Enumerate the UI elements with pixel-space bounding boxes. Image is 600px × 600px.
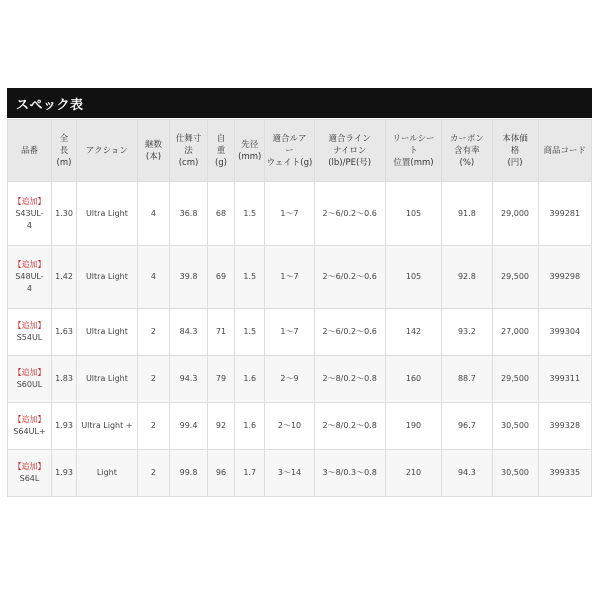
- cell-action: Light: [77, 450, 138, 497]
- cell-lure-weight: 3〜14: [265, 450, 314, 497]
- cell-closed-length: 94.3: [170, 356, 208, 403]
- cell-tip: 1.5: [235, 309, 265, 356]
- cell-reel-seat: 210: [385, 450, 442, 497]
- cell-tip: 1.5: [235, 246, 265, 309]
- cell-carbon: 91.8: [442, 182, 492, 246]
- model-number: S64L: [19, 474, 40, 483]
- col-header-model: 品番: [8, 120, 52, 182]
- cell-model: [8, 450, 52, 497]
- col-header-length: 全 長 (m): [51, 120, 76, 182]
- cell-action: Ultra Light +: [77, 403, 138, 450]
- model-number: S43UL- 4: [15, 208, 44, 230]
- cell-model: [8, 309, 52, 356]
- spec-table-section: [7, 88, 592, 497]
- cell-length: 1.42: [51, 246, 76, 309]
- cell-pieces: 2: [137, 450, 169, 497]
- col-header-tip: 先径 (mm): [235, 120, 265, 182]
- cell-price: 29,000: [492, 182, 538, 246]
- col-header-line: 適合ライン ナイロン (lb)/PE(号): [314, 120, 385, 182]
- cell-product-code: 399328: [538, 403, 591, 450]
- header-row: [8, 120, 592, 182]
- cell-weight: 68: [207, 182, 234, 246]
- cell-action: Ultra Light: [77, 356, 138, 403]
- cell-product-code: 399311: [538, 356, 591, 403]
- cell-carbon: 94.3: [442, 450, 492, 497]
- col-header-carbon: カーボン 含有率 (%): [442, 120, 492, 182]
- col-header-price: 本体価 格 (円): [492, 120, 538, 182]
- cell-closed-length: 99.4: [170, 403, 208, 450]
- col-header-closed-length: 仕舞寸 法 (cm): [170, 120, 208, 182]
- cell-product-code: 399298: [538, 246, 591, 309]
- cell-length: 1.93: [51, 450, 76, 497]
- col-header-weight: 自 重 (g): [207, 120, 234, 182]
- table-row: [8, 450, 592, 497]
- cell-line: 3〜8/0.3〜0.8: [314, 450, 385, 497]
- table-row: [8, 182, 592, 246]
- cell-line: 2〜6/0.2〜0.6: [314, 309, 385, 356]
- cell-pieces: 4: [137, 182, 169, 246]
- cell-carbon: 93.2: [442, 309, 492, 356]
- table-row: [8, 356, 592, 403]
- added-tag: 【追加】: [13, 196, 46, 206]
- cell-tip: 1.5: [235, 182, 265, 246]
- cell-carbon: 92.8: [442, 246, 492, 309]
- cell-action: Ultra Light: [77, 309, 138, 356]
- model-number: S54UL: [16, 333, 43, 342]
- cell-price: 29,500: [492, 246, 538, 309]
- cell-price: 30,500: [492, 450, 538, 497]
- cell-pieces: 2: [137, 356, 169, 403]
- cell-length: 1.93: [51, 403, 76, 450]
- cell-reel-seat: 160: [385, 356, 442, 403]
- cell-weight: 92: [207, 403, 234, 450]
- cell-model: [8, 182, 52, 246]
- cell-carbon: 88.7: [442, 356, 492, 403]
- cell-price: 30,500: [492, 403, 538, 450]
- cell-closed-length: 39.8: [170, 246, 208, 309]
- cell-model: [8, 403, 52, 450]
- cell-product-code: 399281: [538, 182, 591, 246]
- cell-action: Ultra Light: [77, 246, 138, 309]
- cell-model: [8, 246, 52, 309]
- cell-length: 1.30: [51, 182, 76, 246]
- added-tag: 【追加】: [13, 415, 46, 424]
- table-row: [8, 403, 592, 450]
- cell-lure-weight: 1〜7: [265, 309, 314, 356]
- added-tag: 【追加】: [13, 260, 46, 269]
- cell-reel-seat: 105: [385, 182, 442, 246]
- col-header-reel-seat: リールシー ト 位置(mm): [385, 120, 442, 182]
- added-tag: 【追加】: [13, 321, 46, 330]
- section-title-bar: [7, 88, 592, 118]
- model-number: S48UL- 4: [15, 272, 44, 293]
- cell-lure-weight: 1〜7: [265, 246, 314, 309]
- col-header-product-code: 商品コード: [538, 120, 591, 182]
- cell-line: 2〜8/0.2〜0.8: [314, 403, 385, 450]
- cell-price: 29,500: [492, 356, 538, 403]
- cell-pieces: 2: [137, 309, 169, 356]
- table-row: [8, 246, 592, 309]
- cell-length: 1.83: [51, 356, 76, 403]
- added-tag: 【追加】: [13, 462, 46, 471]
- cell-model: [8, 356, 52, 403]
- cell-line: 2〜8/0.2〜0.8: [314, 356, 385, 403]
- section-title: スペック表: [16, 97, 84, 113]
- model-number: S60UL: [16, 380, 43, 389]
- cell-lure-weight: 2〜9: [265, 356, 314, 403]
- cell-reel-seat: 190: [385, 403, 442, 450]
- cell-pieces: 4: [137, 246, 169, 309]
- col-header-lure-weight: 適合ルア ー ウェイト(g): [265, 120, 314, 182]
- cell-lure-weight: 2〜10: [265, 403, 314, 450]
- cell-line: 2〜6/0.2〜0.6: [314, 182, 385, 246]
- cell-weight: 96: [207, 450, 234, 497]
- cell-length: 1.63: [51, 309, 76, 356]
- spec-table: [7, 119, 592, 497]
- col-header-action: アクション: [77, 120, 138, 182]
- cell-product-code: 399304: [538, 309, 591, 356]
- cell-closed-length: 99.8: [170, 450, 208, 497]
- cell-weight: 79: [207, 356, 234, 403]
- cell-carbon: 96.7: [442, 403, 492, 450]
- cell-price: 27,000: [492, 309, 538, 356]
- cell-line: 2〜6/0.2〜0.6: [314, 246, 385, 309]
- cell-pieces: 2: [137, 403, 169, 450]
- cell-product-code: 399335: [538, 450, 591, 497]
- cell-reel-seat: 142: [385, 309, 442, 356]
- model-number: S64UL+: [13, 427, 46, 436]
- cell-closed-length: 36.8: [170, 182, 208, 246]
- cell-weight: 69: [207, 246, 234, 309]
- cell-action: Ultra Light: [77, 182, 138, 246]
- col-header-pieces: 継数 (本): [137, 120, 169, 182]
- cell-tip: 1.6: [235, 356, 265, 403]
- cell-weight: 71: [207, 309, 234, 356]
- cell-tip: 1.6: [235, 403, 265, 450]
- cell-reel-seat: 105: [385, 246, 442, 309]
- cell-closed-length: 84.3: [170, 309, 208, 356]
- added-tag: 【追加】: [13, 368, 46, 377]
- table-row: [8, 309, 592, 356]
- cell-lure-weight: 1〜7: [265, 182, 314, 246]
- cell-tip: 1.7: [235, 450, 265, 497]
